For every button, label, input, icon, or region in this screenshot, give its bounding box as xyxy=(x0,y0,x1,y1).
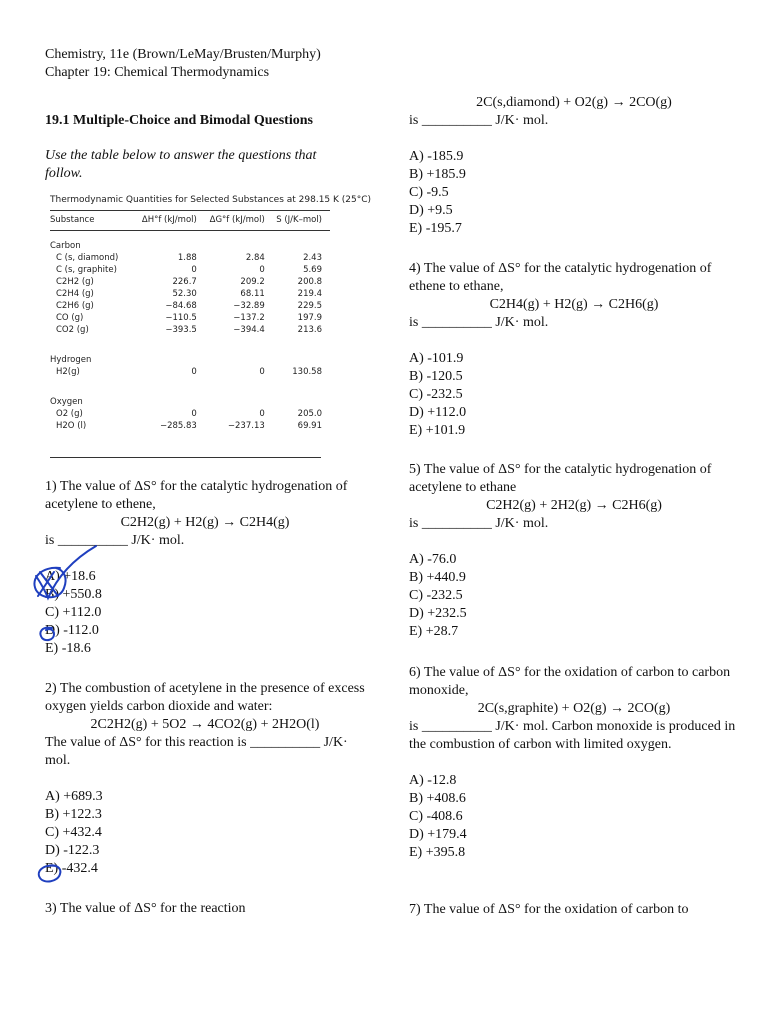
cell-dgf: 0 xyxy=(259,265,265,275)
answer-option-e[interactable]: E) +395.8 xyxy=(409,845,466,860)
cell-dgf: 0 xyxy=(259,367,265,377)
reaction-equation: C2H4(g) + H2(g) → C2H6(g) xyxy=(489,297,659,312)
question-4 xyxy=(409,260,739,440)
cell-dgf: −137.2 xyxy=(233,313,265,323)
answer-blank-line: is __________ J/K· mol. Carbon monoxide is produced in the combustion of carbon with limited oxygen. xyxy=(409,719,736,752)
cell-dhf: −285.83 xyxy=(159,421,197,431)
cell-entropy: 205.0 xyxy=(297,409,322,419)
answer-option-e[interactable]: E) -432.4 xyxy=(45,861,98,876)
reaction-equation: 2C2H2(g) + 5O2 → 4CO2(g) + 2H2O(l) xyxy=(90,717,320,732)
table-row xyxy=(48,264,324,276)
answer-option-e[interactable]: E) +101.9 xyxy=(409,423,466,438)
header-dhf: ΔH°f (kJ/mol) xyxy=(141,215,197,225)
cell-dhf: 1.88 xyxy=(177,253,197,263)
cell-substance: C2H2 (g) xyxy=(56,277,94,287)
answer-option-b[interactable]: B) +122.3 xyxy=(45,807,102,822)
cell-dgf: 0 xyxy=(259,409,265,419)
question-1 xyxy=(45,478,365,658)
cell-dgf: 2.84 xyxy=(245,253,265,263)
answer-blank-line: is __________ J/K· mol. xyxy=(409,113,549,128)
cell-substance: CO2 (g) xyxy=(56,325,89,335)
answer-blank-line: is __________ J/K· mol. xyxy=(45,533,185,548)
question-6 xyxy=(409,664,739,862)
cell-entropy: 5.69 xyxy=(303,265,322,275)
answer-option-a[interactable]: A) +18.6 xyxy=(45,569,96,584)
answer-option-d[interactable]: D) +112.0 xyxy=(409,405,467,420)
answer-option-a[interactable]: A) +689.3 xyxy=(45,789,103,804)
section-title: 19.1 Multiple-Choice and Bimodal Questions xyxy=(45,113,313,128)
cell-entropy: 200.8 xyxy=(297,277,322,287)
header-dgf: ΔG°f (kJ/mol) xyxy=(209,215,265,225)
cell-substance: H2(g) xyxy=(56,367,80,377)
answer-option-b[interactable]: B) +185.9 xyxy=(409,167,466,182)
answer-option-e[interactable]: E) -18.6 xyxy=(45,641,91,656)
answer-option-b[interactable]: B) -120.5 xyxy=(409,369,463,384)
table-bottom-rule xyxy=(50,457,321,458)
answer-blank-line: is __________ J/K· mol. xyxy=(409,315,549,330)
cell-entropy: 197.9 xyxy=(297,313,322,323)
question-5 xyxy=(409,461,739,641)
cell-dhf: 0 xyxy=(191,409,197,419)
answer-option-b[interactable]: B) +440.9 xyxy=(409,570,466,585)
answer-option-a[interactable]: A) -101.9 xyxy=(409,351,464,366)
answer-option-c[interactable]: C) -232.5 xyxy=(409,588,463,603)
table-header-row xyxy=(48,214,324,226)
thermo-table xyxy=(48,214,324,432)
table-row xyxy=(48,288,324,300)
cell-substance: C (s, graphite) xyxy=(56,265,117,275)
question-3-stem: 3) The value of ΔS° for the reaction xyxy=(45,901,246,916)
table-row xyxy=(48,420,324,432)
cell-dhf: 226.7 xyxy=(172,277,197,287)
cell-dgf: 209.2 xyxy=(240,277,265,287)
answer-option-d[interactable]: D) -112.0 xyxy=(45,623,99,638)
cell-dgf: −237.13 xyxy=(227,421,265,431)
answer-option-b[interactable]: B) +408.6 xyxy=(409,791,466,806)
chapter-title: Chapter 19: Chemical Thermodynamics xyxy=(45,65,270,80)
cell-substance: C2H6 (g) xyxy=(56,301,94,311)
group-label-oxygen: Oxygen xyxy=(50,397,83,407)
group-label-hydrogen: Hydrogen xyxy=(50,355,92,365)
answer-option-d[interactable]: D) -122.3 xyxy=(45,843,100,858)
question-7-stem: 7) The value of ΔS° for the oxidation of carbon to xyxy=(409,902,689,917)
cell-dhf: 52.30 xyxy=(172,289,197,299)
answer-option-d[interactable]: D) +232.5 xyxy=(409,606,467,621)
cell-dhf: 0 xyxy=(191,367,197,377)
answer-option-e[interactable]: E) +28.7 xyxy=(409,624,459,639)
cell-entropy: 2.43 xyxy=(303,253,322,263)
cell-entropy: 130.58 xyxy=(292,367,322,377)
reaction-equation: 2C(s,diamond) + O2(g) → 2CO(g) xyxy=(476,95,672,110)
table-caption: Thermodynamic Quantities for Selected Substances at 298.15 K (25°C) xyxy=(50,195,372,205)
question-2 xyxy=(45,680,365,878)
cell-entropy: 213.6 xyxy=(297,325,322,335)
answer-option-c[interactable]: C) -408.6 xyxy=(409,809,463,824)
answer-blank-line: The value of ΔS° for this reaction is __________ J/K· mol. xyxy=(45,735,348,768)
answer-option-a[interactable]: A) -76.0 xyxy=(409,552,457,567)
table-row xyxy=(48,252,324,264)
table-row xyxy=(48,276,324,288)
cell-dhf: −84.68 xyxy=(165,301,197,311)
reaction-equation: 2C(s,graphite) + O2(g) → 2CO(g) xyxy=(477,701,671,716)
cell-dgf: −394.4 xyxy=(233,325,265,335)
answer-option-d[interactable]: D) +179.4 xyxy=(409,827,467,842)
answer-option-a[interactable]: A) -12.8 xyxy=(409,773,457,788)
answer-option-c[interactable]: C) +112.0 xyxy=(45,605,102,620)
cell-substance: C (s, diamond) xyxy=(56,253,119,263)
course-title: Chemistry, 11e (Brown/LeMay/Brusten/Murphy) xyxy=(45,47,321,62)
cell-substance: O2 (g) xyxy=(56,409,83,419)
answer-option-c[interactable]: C) +432.4 xyxy=(45,825,102,840)
cell-dgf: −32.89 xyxy=(233,301,265,311)
question-stem: 6) The value of ΔS° for the oxidation of carbon to carbon monoxide, xyxy=(409,665,731,698)
question-stem: 1) The value of ΔS° for the catalytic hydrogenation of acetylene to ethene, xyxy=(45,479,348,512)
cell-entropy: 219.4 xyxy=(297,289,322,299)
answer-option-e[interactable]: E) -195.7 xyxy=(409,221,462,236)
header-substance: Substance xyxy=(50,215,95,225)
answer-option-b[interactable]: B) +550.8 xyxy=(45,587,102,602)
cell-dgf: 68.11 xyxy=(240,289,265,299)
question-stem: 5) The value of ΔS° for the catalytic hydrogenation of acetylene to ethane xyxy=(409,462,712,495)
cell-substance: H2O (l) xyxy=(56,421,87,431)
reaction-equation: C2H2(g) + 2H2(g) → C2H6(g) xyxy=(486,498,662,513)
answer-option-a[interactable]: A) -185.9 xyxy=(409,149,464,164)
table-row xyxy=(48,324,324,336)
question-stem: 2) The combustion of acetylene in the presence of excess oxygen yields carbon dioxide and water: xyxy=(45,681,365,714)
table-row xyxy=(48,312,324,324)
table-top-rule xyxy=(50,210,330,211)
group-label-carbon: Carbon xyxy=(50,241,81,251)
cell-entropy: 229.5 xyxy=(297,301,322,311)
header-entropy: S (J/K–mol) xyxy=(276,215,322,225)
cell-dhf: 0 xyxy=(191,265,197,275)
answer-blank-line: is __________ J/K· mol. xyxy=(409,516,549,531)
cell-substance: C2H4 (g) xyxy=(56,289,94,299)
table-intro-text: Use the table below to answer the questions that follow. xyxy=(45,148,317,181)
reaction-equation: C2H2(g) + H2(g) → C2H4(g) xyxy=(120,515,290,530)
table-row xyxy=(48,408,324,420)
question-stem: 4) The value of ΔS° for the catalytic hydrogenation of ethene to ethane, xyxy=(409,261,712,294)
table-row xyxy=(48,300,324,312)
answer-option-d[interactable]: D) +9.5 xyxy=(409,203,453,218)
question-3 xyxy=(409,94,739,238)
cell-dhf: −393.5 xyxy=(165,325,197,335)
cell-substance: CO (g) xyxy=(56,313,84,323)
cell-entropy: 69.91 xyxy=(297,421,322,431)
cell-dhf: −110.5 xyxy=(165,313,197,323)
table-row xyxy=(48,366,324,378)
answer-option-c[interactable]: C) -232.5 xyxy=(409,387,463,402)
answer-option-c[interactable]: C) -9.5 xyxy=(409,185,449,200)
